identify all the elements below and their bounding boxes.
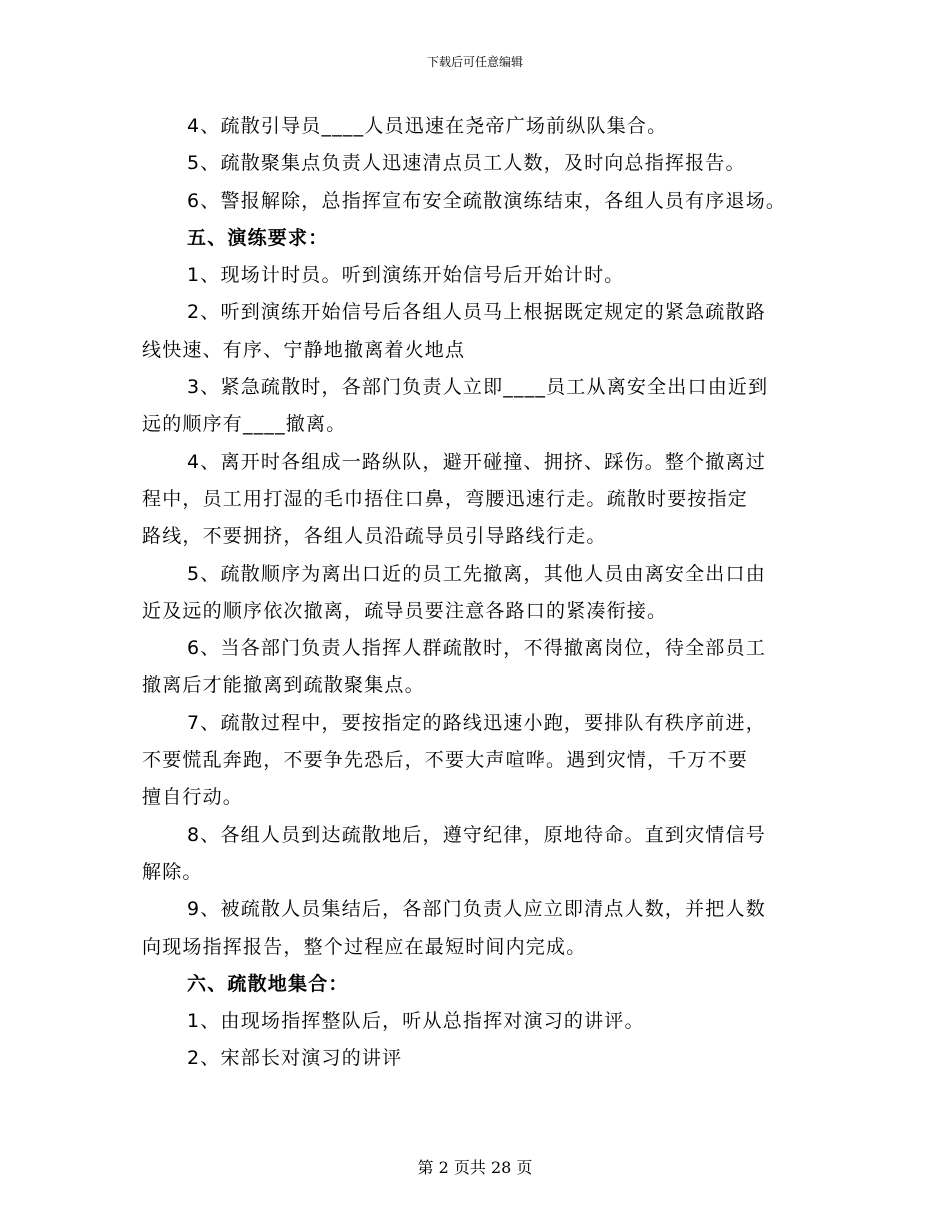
paragraph-line: 线快速、有序、宁静地撤离着火地点 [142, 338, 466, 361]
section-heading: 六、疏散地集合： [187, 972, 349, 995]
page-header: 下载后可任意编辑 [426, 55, 523, 69]
paragraph-line: 5、疏散聚集点负责人迅速清点员工人数，及时向总指挥报告。 [187, 152, 746, 175]
paragraph-line: 7、疏散过程中，要按指定的路线迅速小跑，要排队有秩序前进， [187, 711, 766, 734]
paragraph-line: 5、疏散顺序为离出口近的员工先撤离，其他人员由离安全出口由 [187, 562, 766, 585]
page-footer: 第 2 页共 28 页 [417, 1158, 533, 1177]
paragraph-line: 2、听到演练开始信号后各组人员马上根据既定规定的紧急疏散路 [187, 301, 766, 324]
paragraph-line: 2、宋部长对演习的讲评 [187, 1047, 403, 1070]
paragraph-line: 程中，员工用打湿的毛巾捂住口鼻，弯腰迅速行走。疏散时要按指定 [142, 487, 749, 510]
paragraph-line: 4、疏散引导员____人员迅速在尧帝广场前纵队集合。 [187, 115, 668, 137]
paragraph-line: 不要慌乱奔跑，不要争先恐后，不要大声喧哗。遇到灾情，千万不要 [142, 749, 749, 772]
paragraph-line: 路线，不要拥挤，各组人员沿疏导员引导路线行走。 [142, 525, 607, 548]
paragraph-line: 1、由现场指挥整队后，听从总指挥对演习的讲评。 [187, 1010, 645, 1033]
paragraph-line: 6、警报解除，总指挥宣布安全疏散演练结束，各组人员有序退场。 [187, 189, 787, 212]
paragraph-line: 撤离后才能撤离到疏散聚集点。 [142, 674, 425, 697]
section-heading: 五、演练要求： [187, 226, 329, 249]
paragraph-line: 近及远的顺序依次撤离，疏导员要注意各路口的紧凑衔接。 [142, 599, 668, 622]
paragraph-line: 8、各组人员到达疏散地后，遵守纪律，原地待命。直到灾情信号 [187, 823, 766, 846]
paragraph-line: 解除。 [142, 860, 203, 883]
paragraph-line: 6、当各部门负责人指挥人群疏散时，不得撤离岗位，待全部员工 [187, 637, 766, 660]
paragraph-line: 3、紧急疏散时，各部门负责人立即____员工从离安全出口由近到 [187, 376, 769, 399]
paragraph-line: 9、被疏散人员集结后，各部门负责人应立即清点人数，并把人数 [187, 898, 766, 921]
document-body [142, 108, 822, 1078]
paragraph-line: 4、离开时各组成一路纵队，避开碰撞、拥挤、踩伤。整个撤离过 [187, 450, 766, 473]
paragraph-line: 1、现场计时员。听到演练开始信号后开始计时。 [187, 264, 625, 287]
paragraph-line: 远的顺序有____撤离。 [142, 413, 347, 436]
paragraph-line: 擅自行动。 [142, 786, 244, 809]
paragraph-line: 向现场指挥报告，整个过程应在最短时间内完成。 [142, 935, 587, 958]
